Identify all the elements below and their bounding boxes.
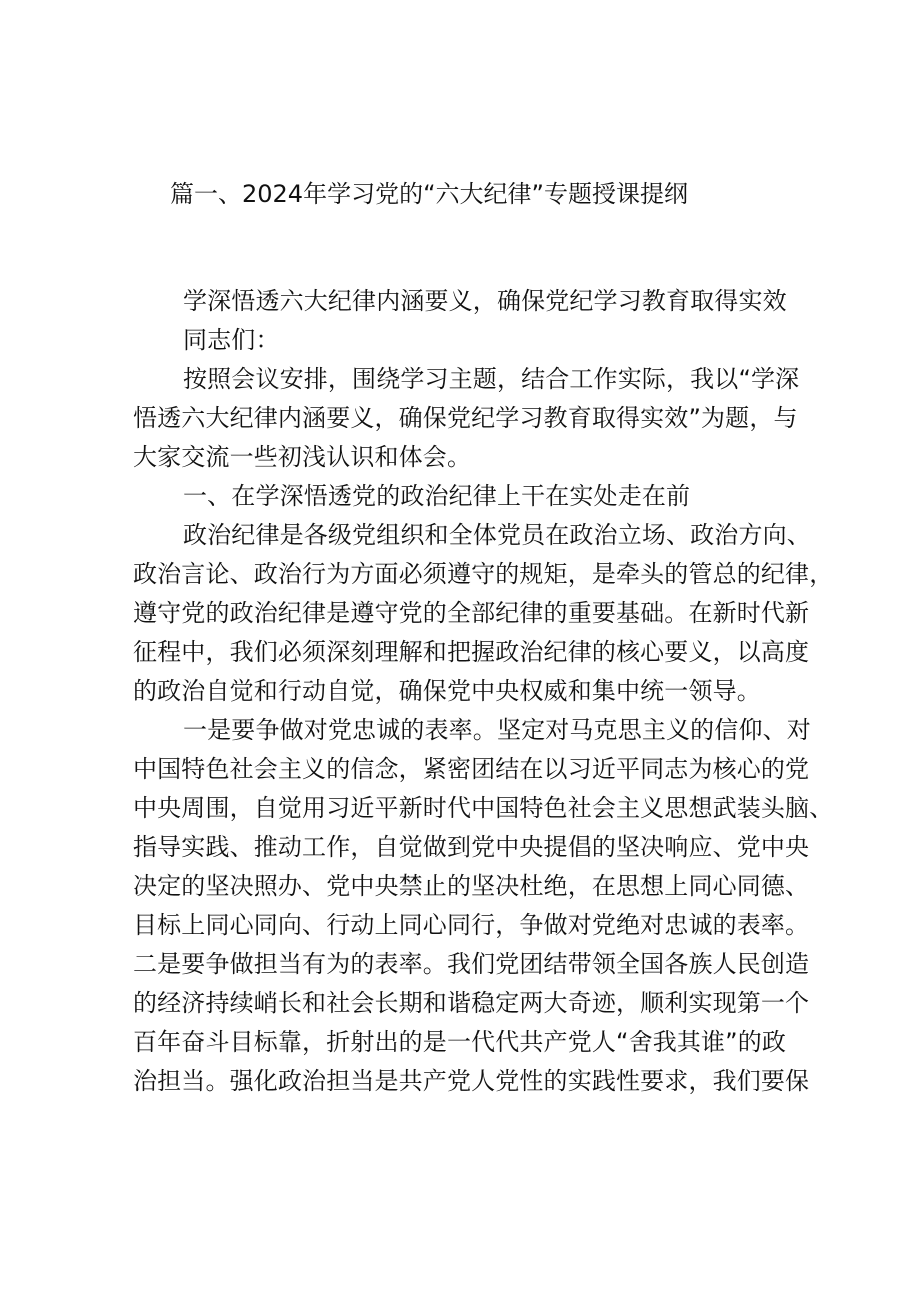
text-line: 征程中，我们必须深刻理解和把握政治纪律的核心要义，以高度 (133, 638, 810, 666)
text-line: 的政治自觉和行动自觉，确保党中央权威和集中统一领导。 (133, 677, 761, 705)
text-line: 政治纪律是各级党组织和全体党员在政治立场、政治方向、 (183, 521, 811, 549)
document-body (133, 282, 834, 1101)
text-line: 目标上同心同向、行动上同心同行，争做对党绝对忠诚的表率。 (133, 911, 810, 939)
text-line: 治担当。强化政治担当是共产党人党性的实践性要求，我们要保 (133, 1067, 810, 1095)
text-line: 学深悟透六大纪律内涵要义，确保党纪学习教育取得实效 (183, 287, 787, 315)
text-line: 的经济持续峭长和社会长期和谐稳定两大奇迹，顺利实现第一个 (133, 989, 810, 1017)
text-line: 一是要争做对党忠诚的表率。坚定对马克思主义的信仰、对 (183, 716, 811, 744)
text-line: 决定的坚决照办、党中央禁止的坚决杜绝，在思想上同心同德、 (133, 872, 810, 900)
text-line: 大家交流一些初浅认识和体会。 (133, 443, 472, 471)
text-line: 一、在学深悟透党的政治纪律上干在实处走在前 (183, 482, 691, 510)
document-title: 篇一、2024年学习党的“六大纪律”专题授课提纲 (170, 180, 688, 208)
text-line: 指导实践、推动工作，自觉做到党中央提倡的坚决响应、党中央 (133, 833, 810, 861)
text-line: 悟透六大纪律内涵要义，确保党纪学习教育取得实效”为题，与 (133, 404, 798, 432)
text-line: 按照会议安排，围绕学习主题，结合工作实际，我以“学深 (183, 365, 800, 393)
text-line: 同志们： (183, 326, 280, 354)
text-line: 二是要争做担当有为的表率。我们党团结带领全国各族人民创造 (133, 950, 810, 978)
text-line: 百年奋斗目标靠，折射出的是一代代共产党人“舍我其谁”的政 (133, 1028, 787, 1056)
text-line: 遵守党的政治纪律是遵守党的全部纪律的重要基础。在新时代新 (133, 599, 810, 627)
text-line: 中国特色社会主义的信念，紧密团结在以习近平同志为核心的党 (133, 755, 810, 783)
text-line: 中央周围，自觉用习近平新时代中国特色社会主义思想武装头脑、 (133, 794, 834, 822)
text-line: 政治言论、政治行为方面必须遵守的规矩，是牵头的管总的纪律， (133, 560, 834, 588)
